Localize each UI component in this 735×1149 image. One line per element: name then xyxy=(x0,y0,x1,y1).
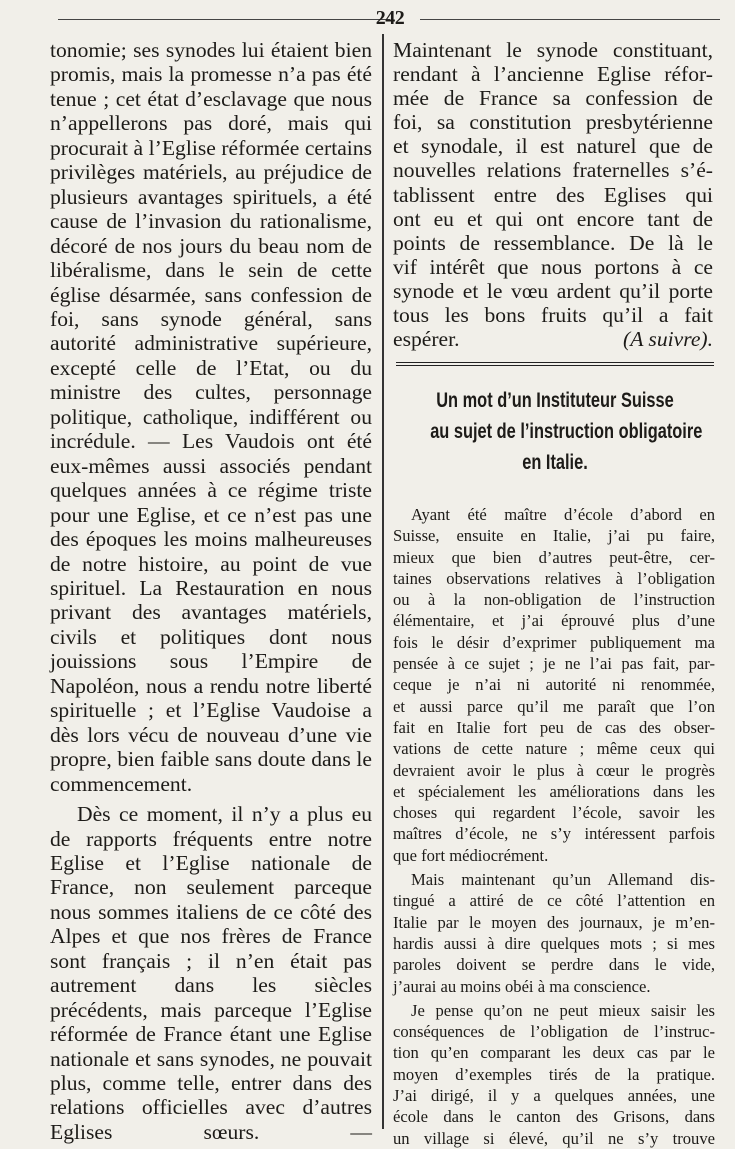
page-number: 242 xyxy=(375,7,405,29)
left-column xyxy=(50,38,372,1144)
section-divider-top xyxy=(396,362,714,363)
article-line: tingué a attiré de ce côté l’attention en xyxy=(393,891,715,911)
continuation-line: et synodale, il est naturel que de xyxy=(393,134,713,159)
continuation-last-word: espérer. xyxy=(393,327,460,352)
continuation-line: rendant à l’ancienne Eglise réfor- xyxy=(393,62,713,87)
right-column-continuation xyxy=(393,38,713,351)
continuation-last-line xyxy=(393,327,713,351)
article-line: devraient avoir le plus à cœur le progrès xyxy=(393,760,715,780)
header-rule-left xyxy=(58,19,390,20)
left-paragraph-2: Dès ce moment, il n’y a plus eu de rapports fréquents entre notre Eglise et l’Eglise nationale de France, non seulement parceque nous sommes italiens de ce côté des Alpes et que nos frères de France sont français ; il n’en était pas autrement dans les siècles précédents, mais parceque l’Eglise réformée de France étant une Eglise nationale et sans synodes, ne pouvait plus, comme telle, entrer dans des relations officielles avec d’autres Eglises sœurs. — xyxy=(50,802,372,1144)
article-line: mieux que bien d’autres peut-être, cer- xyxy=(393,547,715,567)
article-line: maîtres d’école, ne s’y intéressent parfois xyxy=(393,824,715,844)
article-paragraph xyxy=(393,1000,715,1149)
article-line: paroles doivent se perdre dans le vide, xyxy=(393,955,715,975)
article-line: vations de cette nature ; même ceux qui xyxy=(393,739,715,759)
article-line: moyen d’exemples tirés de la pratique. xyxy=(393,1064,715,1084)
article-line: conséquences de l’obligation de l’instruc- xyxy=(393,1022,715,1042)
article-line: ou à la non-obligation de l’instruction xyxy=(393,590,715,610)
article-line: et aussi parce qu’il me paraît que l’on xyxy=(393,696,715,716)
article-line: Suisse, ensuite en Italie, j’ai pu faire, xyxy=(393,526,715,546)
article-line: j’aurai au moins obéi à ma conscience. xyxy=(393,976,651,996)
article-line: et spécialement les améliorations dans les xyxy=(393,781,715,801)
section-divider-bottom xyxy=(396,365,714,366)
continuation-line: tablissent entre des Eglises qui xyxy=(393,182,713,207)
article-line: hardis aussi à dire quelques mots ; si mes xyxy=(393,933,715,953)
article-line: choses qui regardent l’école, savoir les xyxy=(393,803,715,823)
article-line: ceque je n’ai ni autorité ni renommée, xyxy=(393,675,715,695)
to-be-continued-note: (A suivre). xyxy=(623,327,713,352)
article-line: fait en Italie fort peu de cas des obser- xyxy=(393,717,715,737)
left-paragraph-1: tonomie; ses synodes lui étaient bien promis, mais la promesse n’a pas été tenue ; cet état d’esclavage que nous n’appellerons pas doré, mais qui procurait à l’Eglise réformée certains privilèges matériels, au préjudice de plusieurs avantages spirituels, a été cause de l’invasion du rationalisme, décoré de nos jours du beau nom de libéralisme, dans le sein de cette église désarmée, sans confession de foi, sans synode général, sans autorité administrative supérieure, excepté celle de l’Etat, ou du ministre des cultes, personnage politique, catholique, indifférent ou incrédule. — Les Vaudois ont été eux-mêmes aussi associés pendant quelques années à ce régime triste pour une Eglise, et ce n’est pas une des époques les moins malheureuses de notre histoire, au point de vue spirituel. La Restauration en nous privant des avantages matériels, civils et politiques dont nous jouissions sous l’Empire de Napoléon, nous a rendu notre liberté spirituelle ; et l’Eglise Vaudoise a dès lors vécu de nouveau d’une vie propre, bien faible sans doute dans le commencement. xyxy=(50,38,372,796)
column-divider xyxy=(382,34,384,1129)
article-paragraph xyxy=(393,869,715,997)
continuation-line: foi, sa constitution presbytérienne xyxy=(393,110,713,135)
article-line: pensée à ce sujet ; je ne l’ai pas fait, par- xyxy=(393,654,715,674)
continuation-line: points de ressemblance. De là le xyxy=(393,230,713,255)
article-line: école dans le canton des Grisons, dans xyxy=(393,1107,715,1127)
article-title-line: Un mot d’un Instituteur Suisse xyxy=(436,389,674,412)
article-line: Mais maintenant qu’un Allemand dis- xyxy=(411,870,715,890)
continuation-line: mée de France sa confession de xyxy=(393,86,713,111)
article-line: Ayant été maître d’école d’abord en xyxy=(411,505,715,524)
article-line: fois le désir d’exprimer publiquement ma xyxy=(393,632,715,652)
article-line: Italie par le moyen des journaux, je m’en- xyxy=(393,912,715,932)
continuation-line: Maintenant le synode constituant, xyxy=(393,38,713,62)
article-line: taines observations relatives à l’obligation xyxy=(393,568,715,588)
article-line: Je pense qu’on ne peut mieux saisir les xyxy=(411,1000,715,1020)
article-body xyxy=(393,501,715,1149)
article-line: J’ai dirigé, il y a quelques années, une xyxy=(393,1086,715,1106)
article-line: élémentaire, et j’ai éprouvé plus d’une xyxy=(393,611,715,631)
article-line: que fort médiocrément. xyxy=(393,845,549,865)
article-title xyxy=(430,385,703,478)
continuation-line: vif intérêt que nous portons à ce xyxy=(393,254,713,279)
continuation-line: tous les bons fruits qu’il a fait xyxy=(393,303,713,328)
continuation-line: ont eu et qui ont encore tant de xyxy=(393,206,713,231)
continuation-line: nouvelles relations fraternelles s’é- xyxy=(393,158,713,183)
continuation-line: synode et le vœu ardent qu’il porte xyxy=(393,278,713,303)
header-rule-right xyxy=(420,19,720,20)
article-paragraph xyxy=(393,504,715,866)
article-line: tion qu’en comparant les deux cas par le xyxy=(393,1043,715,1063)
article-line: un village si élevé, qu’il ne s’y trouve xyxy=(393,1128,715,1148)
article-title-line: au sujet de l’instruction obligatoire xyxy=(430,420,703,443)
article-title-line: en Italie. xyxy=(522,451,588,474)
